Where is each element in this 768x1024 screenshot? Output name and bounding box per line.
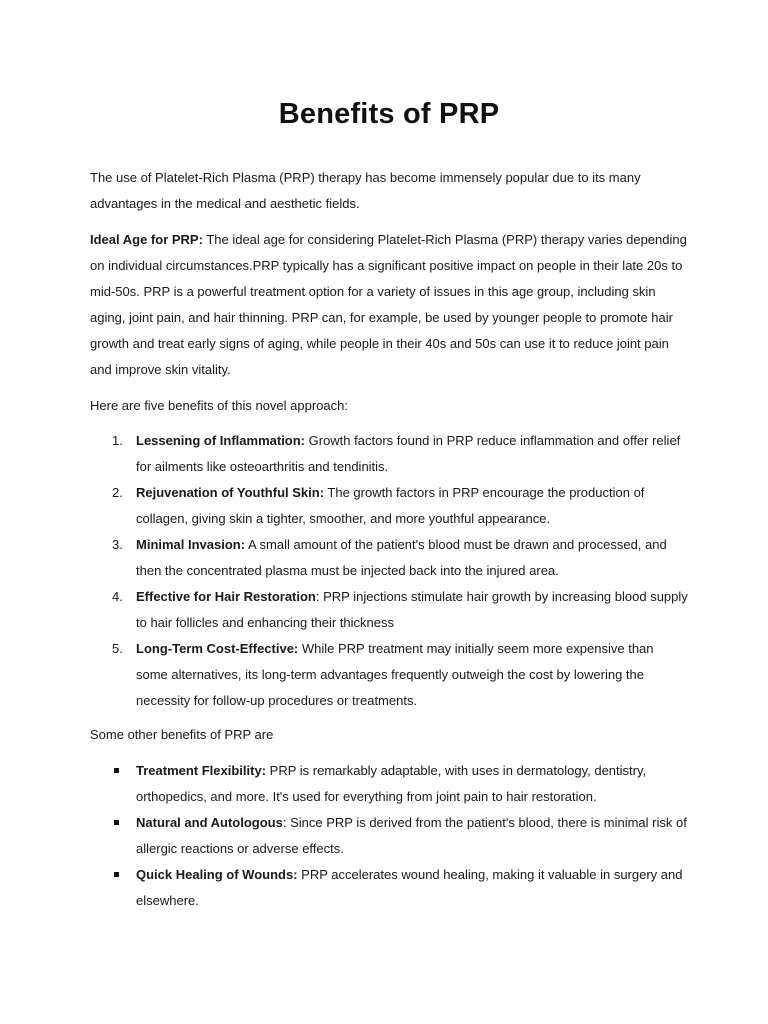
other-benefit-label: Natural and Autologous	[136, 815, 283, 830]
benefit-text: While PRP treatment may initially seem more expensive than some alternatives, its long-term advantages frequently outweigh the cost by lowering the necessity for follow-up procedures or treatments.	[136, 641, 654, 708]
other-benefit-item	[90, 810, 688, 862]
benefit-label: Rejuvenation of Youthful Skin:	[136, 485, 325, 500]
page-title: Benefits of PRP	[278, 98, 500, 130]
other-benefit-text: PRP is remarkably adaptable, with uses in dermatology, dentistry, orthopedics, and more. It's used for everything from joint pain to hair restoration.	[136, 763, 647, 804]
benefit-text: : PRP injections stimulate hair growth by increasing blood supply to hair follicles and enhancing their thickness	[136, 589, 688, 630]
benefit-text: The growth factors in PRP encourage the production of collagen, giving skin a tighter, smoother, and more youthful appearance.	[136, 485, 645, 526]
square-bullet-icon	[114, 872, 119, 877]
benefit-item	[90, 636, 688, 714]
benefit-label: Minimal Invasion:	[136, 537, 246, 552]
benefit-number: 5.	[112, 641, 123, 656]
ideal-age-paragraph	[90, 227, 688, 383]
benefit-number: 1.	[112, 433, 123, 448]
benefit-label: Long-Term Cost-Effective:	[136, 641, 299, 656]
benefit-number: 3.	[112, 537, 123, 552]
benefit-label: Lessening of Inflammation:	[136, 433, 306, 448]
other-benefit-label: Treatment Flexibility:	[136, 763, 267, 778]
other-benefits-list	[90, 758, 688, 914]
square-bullet-icon	[114, 768, 119, 773]
benefit-label: Effective for Hair Restoration	[136, 589, 316, 604]
benefit-item	[90, 532, 688, 584]
ideal-age-label: Ideal Age for PRP:	[90, 232, 203, 247]
document-body	[90, 165, 688, 914]
ideal-age-text: The ideal age for considering Platelet-Rich Plasma (PRP) therapy varies depending on individual circumstances.PRP typically has a significant positive impact on people in their late 20s to mid-50s. PRP is a powerful treatment option for a variety of issues in this age group, including skin aging, joint pain, and hair thinning. PRP can, for example, be used by younger people to promote hair growth and treat early signs of aging, while people in their 40s and 50s can use it to reduce joint pain and improve skin vitality.	[90, 232, 687, 377]
benefit-text: Growth factors found in PRP reduce inflammation and offer relief for ailments like osteoarthritis and tendinitis.	[136, 433, 681, 474]
other-benefit-text: PRP accelerates wound healing, making it valuable in surgery and elsewhere.	[136, 867, 683, 908]
benefit-item	[90, 428, 688, 480]
benefits-list	[90, 428, 688, 714]
other-benefit-item	[90, 758, 688, 810]
other-benefit-item	[90, 862, 688, 914]
benefit-number: 4.	[112, 589, 123, 604]
other-benefit-label: Quick Healing of Wounds:	[136, 867, 298, 882]
other-benefits-intro: Some other benefits of PRP are	[90, 727, 274, 742]
other-benefit-text: : Since PRP is derived from the patient's blood, there is minimal risk of allergic reactions or adverse effects.	[136, 815, 687, 856]
five-benefits-intro: Here are five benefits of this novel approach:	[90, 398, 348, 413]
benefit-number: 2.	[112, 485, 123, 500]
benefit-item	[90, 584, 688, 636]
intro-paragraph: The use of Platelet-Rich Plasma (PRP) therapy has become immensely popular due to its many advantages in the medical and aesthetic fields.	[90, 170, 641, 211]
benefit-text: A small amount of the patient's blood must be drawn and processed, and then the concentrated plasma must be injected back into the injured area.	[136, 537, 667, 578]
square-bullet-icon	[114, 820, 119, 825]
benefit-item	[90, 480, 688, 532]
